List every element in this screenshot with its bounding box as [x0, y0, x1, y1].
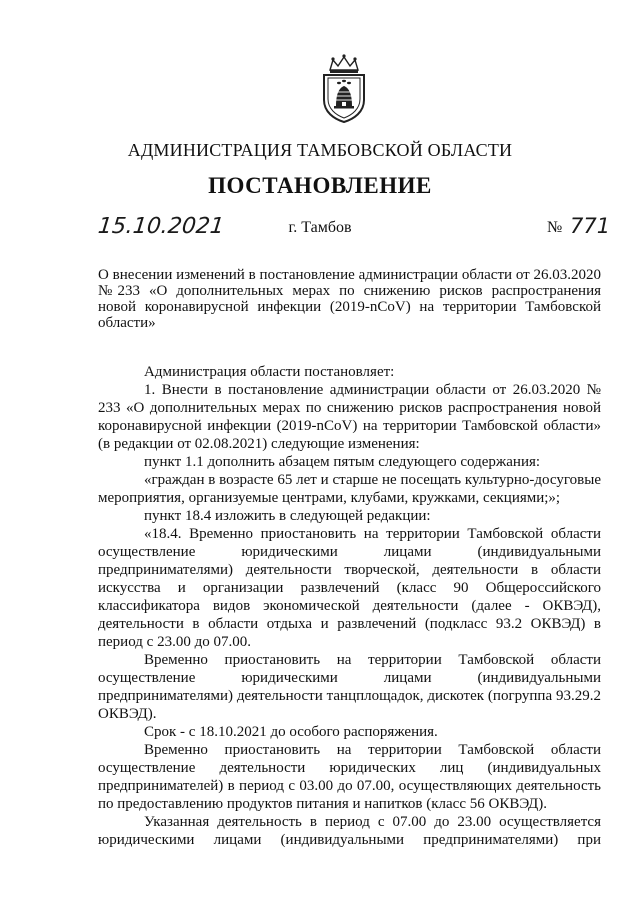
body-paragraph: Временно приостановить на территории Тамбовской области осуществление юридическими лицами (индивидуальными предпринимателями) деятельности танцплощадок, дискотек (погруппа 93.29.2 ОКВЭД). — [98, 652, 601, 722]
document-type-title: ПОСТАНОВЛЕНИЕ — [208, 173, 432, 198]
number-label: № — [547, 219, 563, 236]
document-subject: О внесении изменений в постановление администрации области от 26.03.2020 №233 «О дополнительных мерах по снижению рисков распространения новой коронавирусной инфекции (2019-nCoV) на территории Тамбовской области» — [98, 267, 601, 331]
body-paragraph: Указанная деятельность в период с 07.00 до 23.00 осуществляется юридическими лицами (индивидуальными предпринимателями) при — [98, 814, 601, 848]
coat-of-arms-emblem — [319, 54, 369, 124]
body-paragraph: Временно приостановить на территории Тамбовской области осуществление деятельности юридических лиц (индивидуальных предпринимателей) в период с 03.00 до 07.00, осуществляющих деятельность по предоставлению продуктов питания и напитков (класс 56 ОКВЭД). — [98, 742, 601, 812]
handwritten-date: 15.10.2021 — [96, 214, 226, 239]
document-body — [98, 363, 601, 849]
handwritten-number: 771 — [570, 214, 611, 238]
city-label: г. Тамбов — [288, 219, 352, 236]
body-paragraph: «граждан в возрасте 65 лет и старше не посещать культурно-досуговые мероприятия, организуемые центрами, клубами, кружками, секциями;»; — [98, 472, 601, 506]
body-paragraph: «18.4. Временно приостановить на территории Тамбовской области осуществление юридическими лицами (индивидуальными предпринимателями) деятельности творческой, деятельности в области искусства и организации развлечений (класс 90 Общероссийского классификатора видов экономической деятельности (далее - ОКВЭД), деятельности в области отдыха и развлечений (подкласс 93.2 ОКВЭД) в период с 23.00 до 07.00. — [98, 526, 601, 650]
body-paragraph: Срок - с 18.10.2021 до особого распоряжения. — [144, 724, 438, 740]
body-paragraph: Администрация области постановляет: — [144, 364, 395, 380]
body-paragraph: пункт 18.4 изложить в следующей редакции: — [144, 508, 431, 524]
organization-title: АДМИНИСТРАЦИЯ ТАМБОВСКОЙ ОБЛАСТИ — [127, 140, 513, 160]
body-paragraph: пункт 1.1 дополнить абзацем пятым следующего содержания: — [144, 454, 541, 470]
body-paragraph: 1. Внести в постановление администрации области от 26.03.2020 № 233 «О дополнительных мерах по снижению рисков распространения новой коронавирусной инфекции (2019-nCoV) на территории Тамбовской области» (в редакции от 02.08.2021) следующие изменения: — [98, 382, 601, 452]
